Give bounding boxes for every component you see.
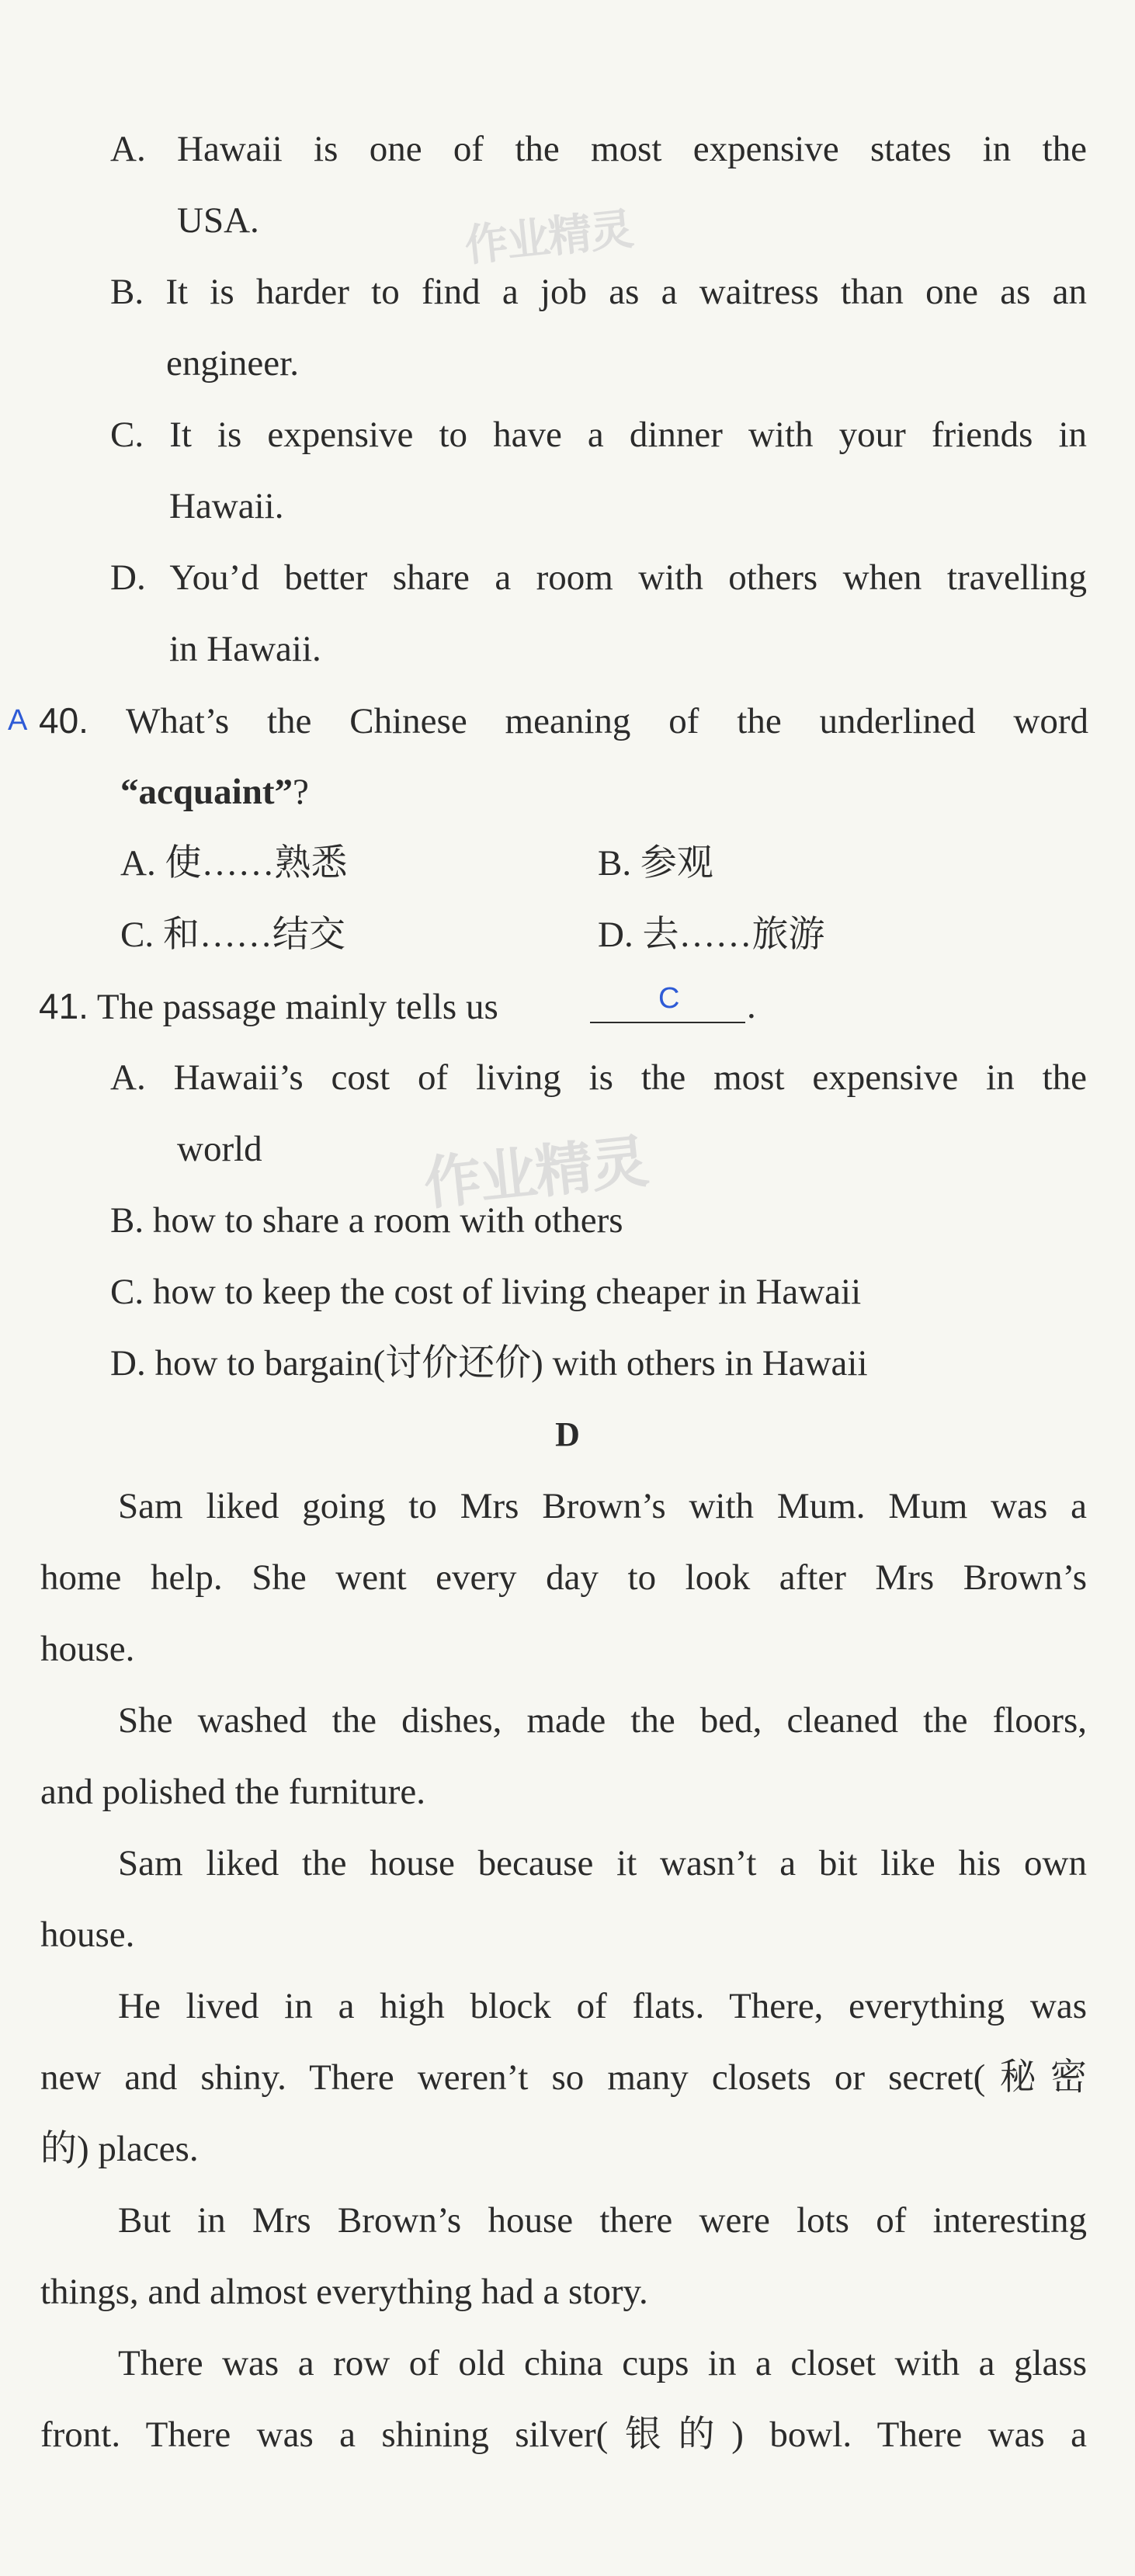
q41-period: . [747,986,756,1026]
q41-option-a-text: Hawaii’s cost of living is the most expensive in the [173,1057,1087,1098]
q40-stem-line2 [120,769,309,815]
q39-option-c[interactable] [110,411,1087,458]
q41-answer-mark: C [658,982,680,1015]
q41-option-c-letter: C. [110,1272,144,1312]
q39-option-a-text: Hawaii is one of the most expensive states in the [177,129,1087,169]
q39-option-d-line1 [110,554,1087,601]
q40-option-b[interactable] [598,840,713,887]
q41-stem [39,983,498,1030]
passage-line: new and shiny. There weren’t so many closets or secret(秘密 [40,2057,1087,2098]
q40-option-a-text: 使……熟悉 [165,843,348,884]
q40-option-d-text: 去……旅游 [642,915,825,955]
q40-option-a[interactable] [120,840,347,887]
q41-option-c[interactable] [110,1269,861,1315]
q41-option-a-line1 [110,1054,1087,1101]
q41-option-c-text: how to keep the cost of living cheaper in Hawaii [152,1272,862,1312]
q39-option-b-letter: B. [110,272,144,312]
q39-option-a-line1 [110,126,1087,172]
q40-option-c[interactable] [120,911,345,958]
q39-option-c-line2: Hawaii. [169,486,284,526]
q41-option-b-letter: B. [110,1200,144,1241]
q39-option-c-text: It is expensive to have a dinner with your friends in [169,415,1088,455]
q39-option-b-line1 [110,269,1087,315]
passage-line: 的) places. [40,2129,199,2169]
q39-option-c-letter: C. [110,415,144,455]
q40-answer-mark: A [8,704,28,737]
q41-option-a-line2: world [177,1129,262,1169]
q41-option-b[interactable] [110,1197,623,1244]
passage-line: But in Mrs Brown’s house there were lots of interesting [118,2200,1087,2241]
q41-option-d-letter: D. [110,1343,146,1383]
q39-option-b-line2: engineer. [166,343,299,384]
passage-line: He lived in a high block of flats. There, everything was [118,1986,1087,2026]
passage-line: There was a row of old china cups in a closet with a glass [118,2343,1087,2383]
q39-option-d-line2: in Hawaii. [169,629,321,669]
passage-line: She washed the dishes, made the bed, cleaned the floors, [118,1700,1087,1741]
q39-option-b-text: It is harder to find a job as a waitress than one as an [165,272,1088,312]
q39-option-a-letter: A. [110,129,146,169]
passage-line: house. [40,1915,135,1955]
q40-option-b-text: 参观 [640,843,713,884]
q40-stem [39,697,1088,745]
watermark-top: 作业精灵 [462,203,635,273]
q41-number: 41. [39,986,89,1026]
section-d-heading: D [555,1415,580,1453]
q40-underlined-word: “acquaint” [120,772,293,812]
q41-option-a[interactable] [110,1054,1087,1101]
q40-option-d[interactable] [598,911,824,958]
q39-option-d[interactable] [110,554,1087,601]
q40-stem-text: What’s the Chinese meaning of the underlined word [125,701,1088,741]
q41-option-a-letter: A. [110,1057,146,1098]
passage-line: Sam liked going to Mrs Brown’s with Mum. Mum was a [118,1486,1087,1526]
q40-option-b-letter: B. [598,843,632,884]
watermark-middle: 作业精灵 [420,1128,651,1218]
q39-option-b[interactable] [110,269,1087,315]
q41-option-b-text: how to share a room with others [152,1200,623,1241]
q39-option-d-letter: D. [110,557,146,598]
q39-option-a[interactable] [110,126,1087,172]
passage-line: front. There was a shining silver(银的) bowl. There was a [40,2415,1087,2455]
passage-line: Sam liked the house because it wasn’t a bit like his own [118,1843,1087,1883]
passage-line: home help. She went every day to look after Mrs Brown’s [40,1557,1087,1598]
q40-option-c-text: 和……结交 [162,915,345,955]
q40-number: 40. [39,700,89,741]
q40-option-a-letter: A. [120,843,156,884]
passage-line: things, and almost everything had a story. [40,2272,648,2312]
q41-stem-text: The passage mainly tells us [96,987,498,1027]
q39-option-a-line2: USA. [177,200,259,241]
q41-option-d[interactable] [110,1340,868,1387]
q39-option-d-text: You’d better share a room with others when travelling [169,557,1087,598]
passage-line: house. [40,1629,135,1669]
q39-option-c-line1 [110,411,1087,458]
q40-option-d-letter: D. [598,915,633,955]
passage-line: and polished the furniture. [40,1772,425,1812]
q41-option-d-text: how to bargain(讨价还价) with others in Hawaii [154,1343,868,1383]
q40-option-c-letter: C. [120,915,154,955]
q40-question-mark: ? [293,772,309,812]
